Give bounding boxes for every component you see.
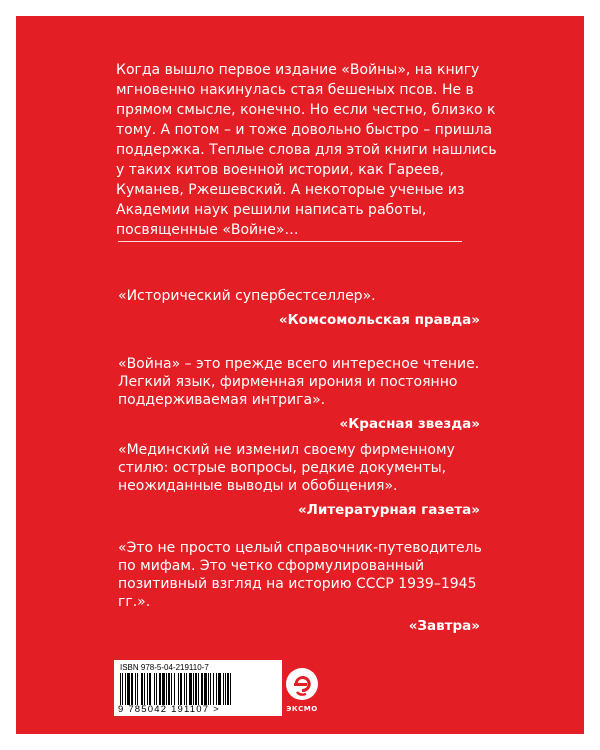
barcode-bar xyxy=(127,673,130,705)
quote-text: «Война» – это прежде всего интересное чтение. Легкий язык, фирменная ирония и постоянно поддерживаемая интрига». xyxy=(118,356,480,408)
review-quote xyxy=(118,287,494,329)
barcode-bar xyxy=(189,673,192,705)
barcode-bar xyxy=(141,673,143,705)
barcode-bar xyxy=(122,673,123,705)
barcode-bar xyxy=(208,673,209,705)
barcode-bar xyxy=(204,673,207,705)
barcode-bar xyxy=(162,673,165,705)
back-cover xyxy=(16,16,584,734)
barcode-bar xyxy=(216,673,217,705)
quote-source: «Завтра» xyxy=(408,618,480,634)
isbn-label: ISBN 978-5-04-219110-7 xyxy=(120,663,209,672)
publisher-name: ЭКСМО xyxy=(286,705,318,713)
review-quote xyxy=(118,355,494,433)
barcode-bar xyxy=(120,673,121,705)
barcode-bar xyxy=(225,673,226,705)
review-quote xyxy=(118,441,494,519)
barcode-bar xyxy=(178,673,179,705)
barcode-bar xyxy=(168,673,170,705)
barcode-bar xyxy=(125,673,126,705)
barcode-bar xyxy=(180,673,182,705)
quote-text: «Это не просто целый справочник-путеводитель по мифам. Это четко сформулированный позитивный взгляд на историю СССР 1939–1945 гг.». xyxy=(118,540,482,610)
barcode-box xyxy=(114,660,282,716)
quote-source: «Литературная газета» xyxy=(297,502,480,518)
barcode-bar xyxy=(230,673,231,705)
barcode-bar xyxy=(184,673,185,705)
barcode-bar xyxy=(186,673,187,705)
quote-text: «Мединский не изменил своему фирменному стилю: острые вопросы, редкие документы, неожиданные выводы и обобщения». xyxy=(118,442,455,494)
barcode-digits: 9 785042 191107 > xyxy=(118,704,220,715)
barcode-bar xyxy=(210,673,211,705)
barcode-bar xyxy=(193,673,194,705)
divider xyxy=(118,241,462,242)
barcode-bar xyxy=(156,673,157,705)
barcode-bar xyxy=(159,673,161,705)
barcode-bar xyxy=(223,673,224,705)
barcode-bar xyxy=(135,673,136,705)
quote-text: «Исторический супербестселлер». xyxy=(118,288,376,304)
barcode-bar xyxy=(201,673,203,705)
barcode-bar xyxy=(166,673,167,705)
barcode-bar xyxy=(171,673,172,705)
blurb-text: Когда вышло первое издание «Войны», на книгу мгновенно накинулась стая бешеных псов. Не в прямом смысле, конечно. Но если честно, близко к тому. А потом – и тоже довольно быстро – пришла поддержка. Теплые слова для этой книги нашлись у таких китов военной истории, как Гареев, Куманев, Ржешевский. А некоторые ученые из Академии наук решили написать работы, посвященные «Войне»… xyxy=(116,62,497,238)
barcode-bar xyxy=(174,673,175,705)
quote-source: «Комсомольская правда» xyxy=(278,312,480,328)
barcode-bar xyxy=(154,673,155,705)
barcode-bar xyxy=(137,673,138,705)
barcode-bar xyxy=(144,673,145,705)
barcode-bar xyxy=(198,673,199,705)
review-quote xyxy=(118,539,494,635)
eksmo-logo-icon xyxy=(284,665,320,705)
barcode-bar xyxy=(149,673,151,705)
barcode-bar xyxy=(131,673,133,705)
barcode-bars xyxy=(120,673,276,705)
barcode-bar xyxy=(218,673,221,705)
barcode-bar xyxy=(213,673,214,705)
publisher-logo xyxy=(284,665,320,717)
barcode-bar xyxy=(227,673,229,705)
quote-source: «Красная звезда» xyxy=(339,416,480,432)
barcode-bar xyxy=(147,673,148,705)
barcode-bar xyxy=(195,673,197,705)
